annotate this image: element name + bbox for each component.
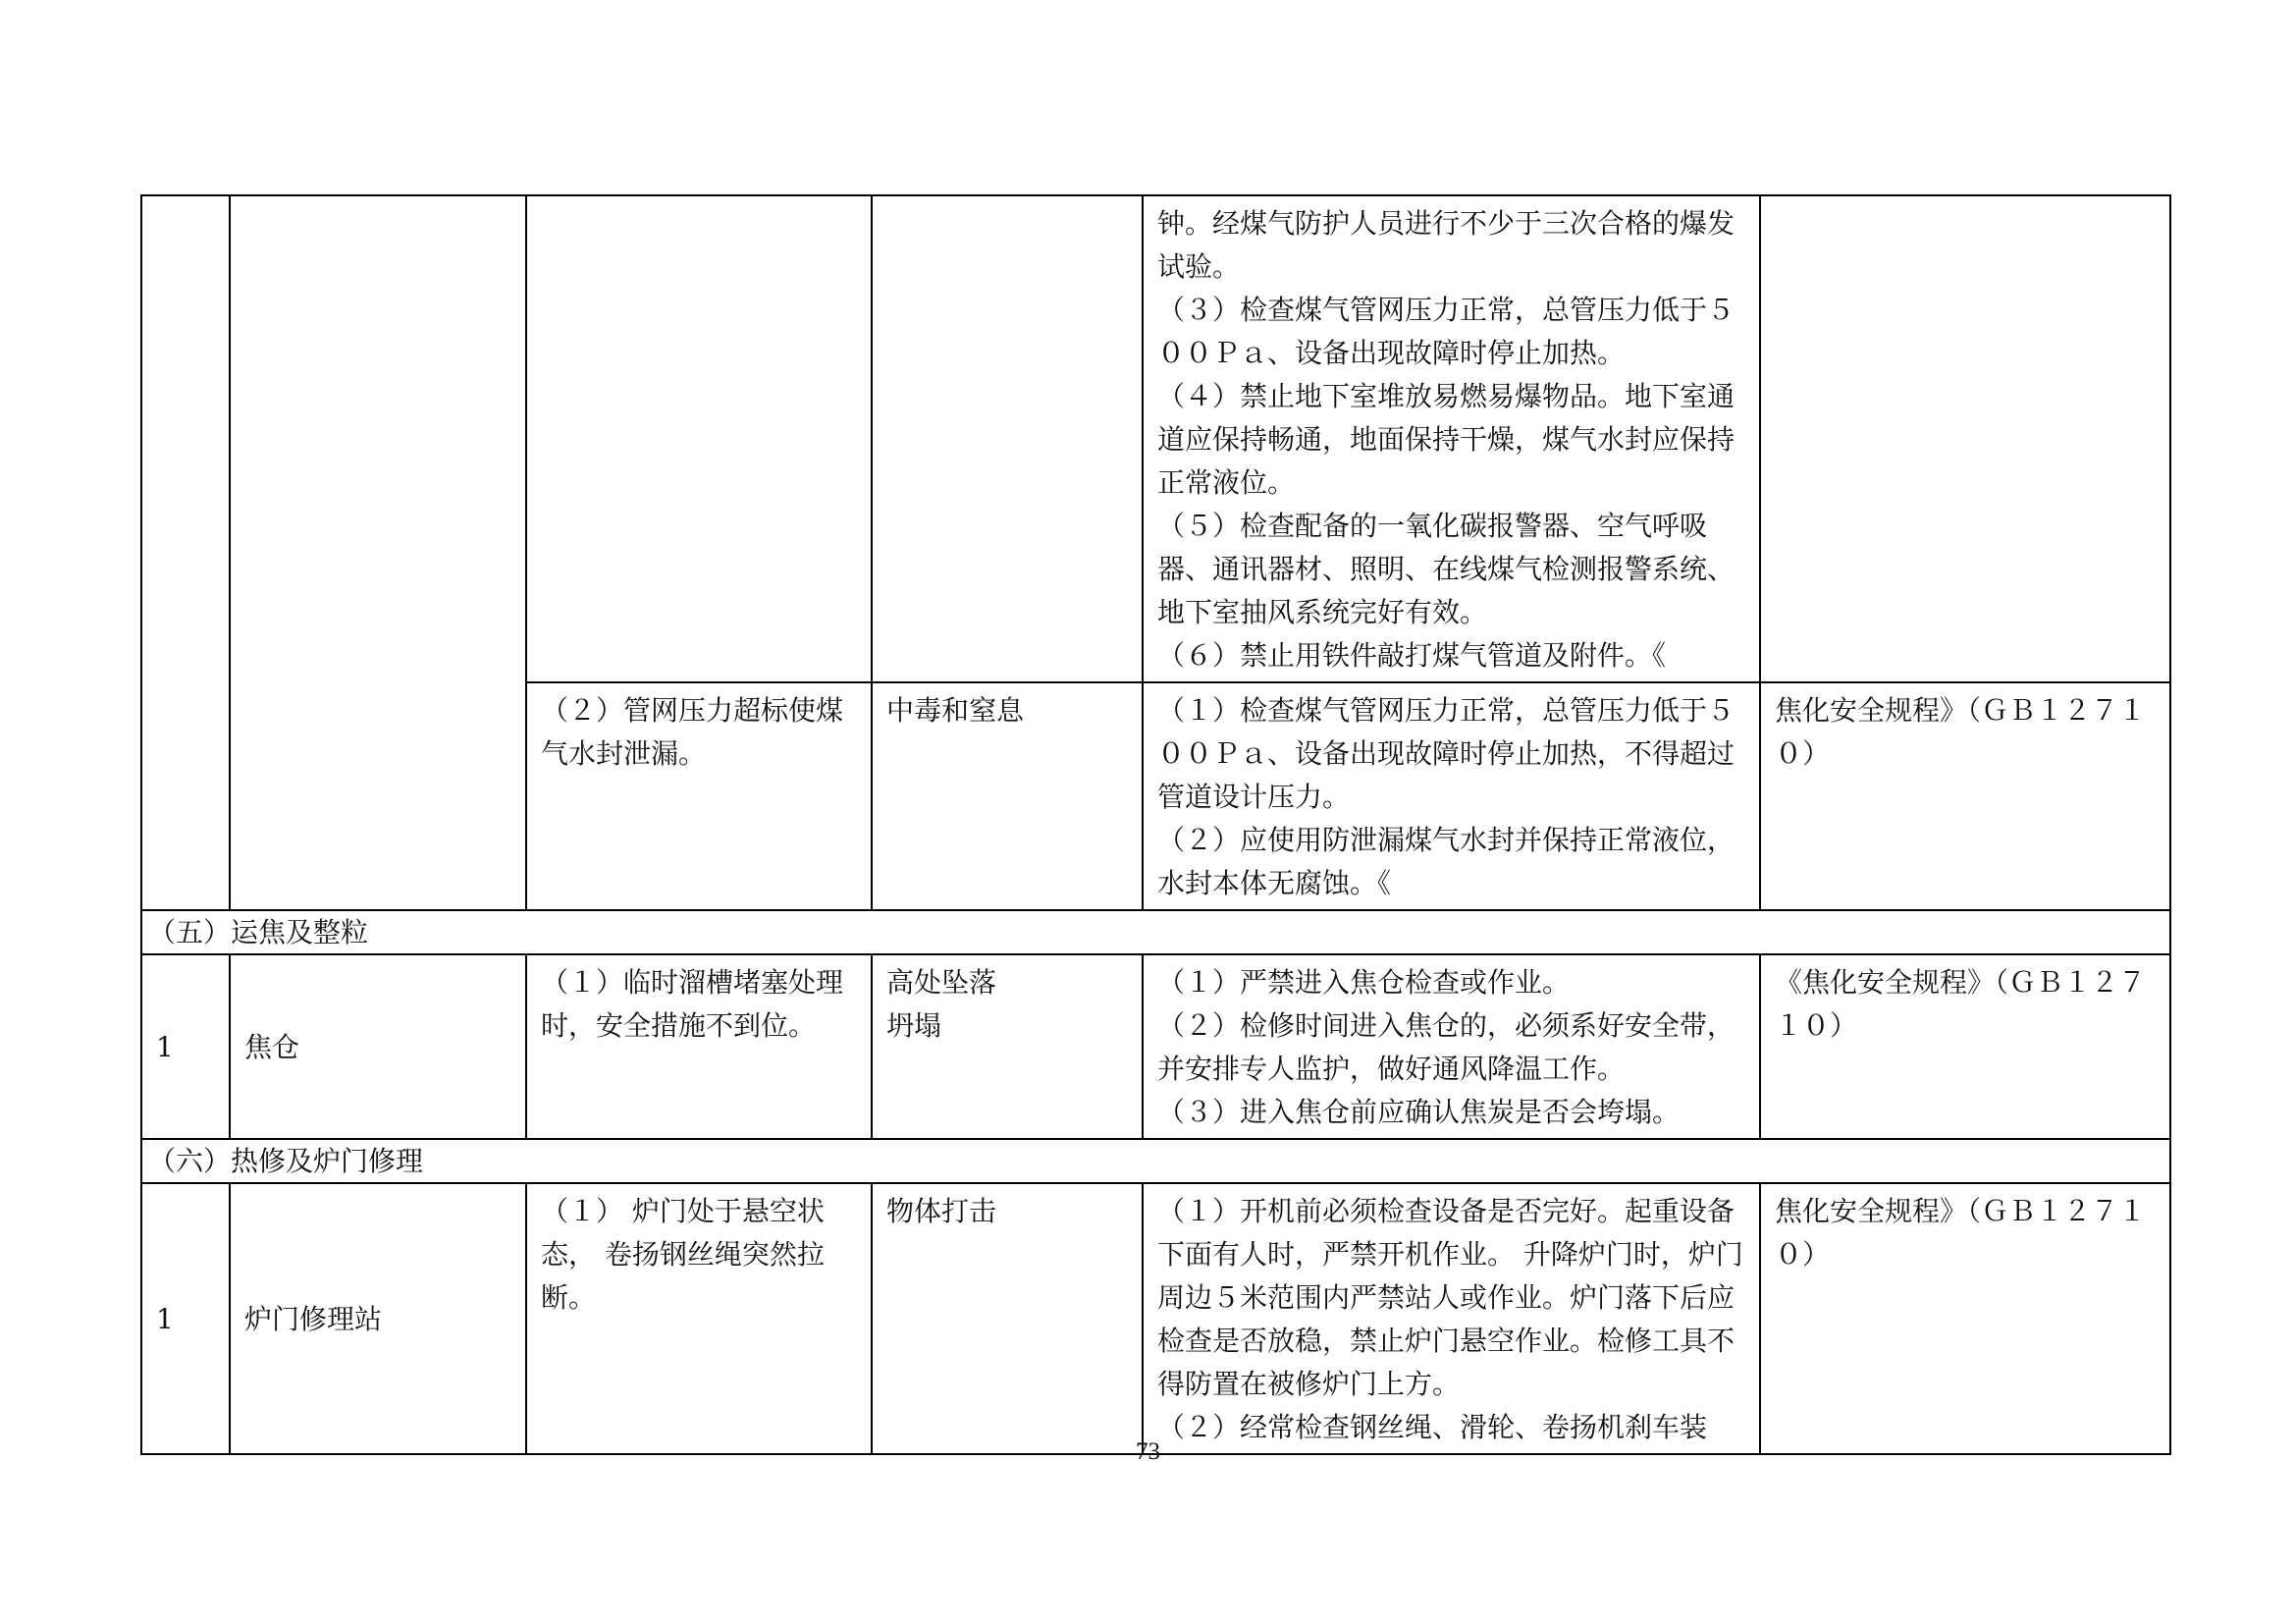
measure-item: （１）开机前必须检查设备是否完好。起重设备下面有人时，严禁开机作业。 升降炉门时，炉门周边５米范围内严禁站人或作业。炉门落下后应检查是否放稳，禁止炉门悬空作业。检修工具不得防置在被修炉门上方。 — [1157, 1195, 1743, 1400]
item-number-cell: 1 — [141, 1183, 230, 1454]
hazard-measures-table — [140, 194, 2171, 1455]
basis-cell — [1760, 195, 2170, 682]
measure-item: （２）应使用防泄漏煤气水封并保持正常液位，水封本体无腐蚀。《 — [1157, 824, 1735, 899]
table-row — [141, 195, 2170, 682]
measure-item: （６）禁止用铁件敲打煤气管道及附件。《 — [1157, 639, 1667, 672]
table-row — [141, 954, 2170, 1139]
measure-item: （２）经常检查钢丝绳、滑轮、卷扬机刹车装 — [1157, 1411, 1708, 1443]
consequence-item: 坍塌 — [886, 1009, 942, 1042]
page-number: 73 — [1136, 1438, 1160, 1465]
hazard-cell — [526, 195, 872, 682]
measure-item: （１）检查煤气管网压力正常，总管压力低于５００Ｐａ、设备出现故障时停止加热，不得超过管道设计压力。 — [1157, 694, 1735, 813]
measure-item: （１）严禁进入焦仓检查或作业。 — [1157, 966, 1571, 999]
hazard-cell: （１） 炉门处于悬空状态， 卷扬钢丝绳突然拉断。 — [526, 1183, 872, 1454]
measure-item: 钟。经煤气防护人员进行不少于三次合格的爆发试验。 — [1157, 207, 1735, 283]
consequence-cell: 中毒和窒息 — [872, 682, 1143, 910]
section-title: （五）运焦及整粒 — [141, 910, 2170, 954]
consequence-cell — [872, 195, 1143, 682]
item-number-cell: 1 — [141, 954, 230, 1139]
measure-item: （４）禁止地下室堆放易燃易爆物品。地下室通道应保持畅通，地面保持干燥，煤气水封应保持正常液位。 — [1157, 380, 1735, 499]
consequence-item: 高处坠落 — [886, 966, 997, 999]
site-cell: 炉门修理站 — [230, 1183, 526, 1454]
table-row — [141, 1183, 2170, 1454]
section-title: （六）热修及炉门修理 — [141, 1139, 2170, 1183]
section-header-row — [141, 1139, 2170, 1183]
hazard-cell: （１）临时溜槽堵塞处理时，安全措施不到位。 — [526, 954, 872, 1139]
measures-cell — [1143, 1183, 1760, 1454]
measures-cell — [1143, 682, 1760, 910]
measures-cell — [1143, 195, 1760, 682]
measure-item: （３）进入焦仓前应确认焦炭是否会垮塌。 — [1157, 1096, 1681, 1128]
section-header-row — [141, 910, 2170, 954]
measure-item: （５）检查配备的一氧化碳报警器、空气呼吸器、通讯器材、照明、在线煤气检测报警系统、地下室抽风系统完好有效。 — [1157, 510, 1735, 628]
measure-item: （２）检修时间进入焦仓的，必须系好安全带，并安排专人监护，做好通风降温工作。 — [1157, 1009, 1735, 1085]
hazard-cell: （２）管网压力超标使煤气水封泄漏。 — [526, 682, 872, 910]
basis-cell: 焦化安全规程》（ＧＢ１２７１０） — [1760, 1183, 2170, 1454]
site-cell: 焦仓 — [230, 954, 526, 1139]
measures-cell — [1143, 954, 1760, 1139]
basis-cell: 焦化安全规程》（ＧＢ１２７１０） — [1760, 682, 2170, 910]
item-number-cell — [141, 195, 230, 910]
consequence-cell — [872, 954, 1143, 1139]
consequence-cell: 物体打击 — [872, 1183, 1143, 1454]
measure-item: （３）检查煤气管网压力正常，总管压力低于５００Ｐａ、设备出现故障时停止加热。 — [1157, 294, 1735, 369]
basis-cell: 《焦化安全规程》（ＧＢ１２７１０） — [1760, 954, 2170, 1139]
site-cell — [230, 195, 526, 910]
